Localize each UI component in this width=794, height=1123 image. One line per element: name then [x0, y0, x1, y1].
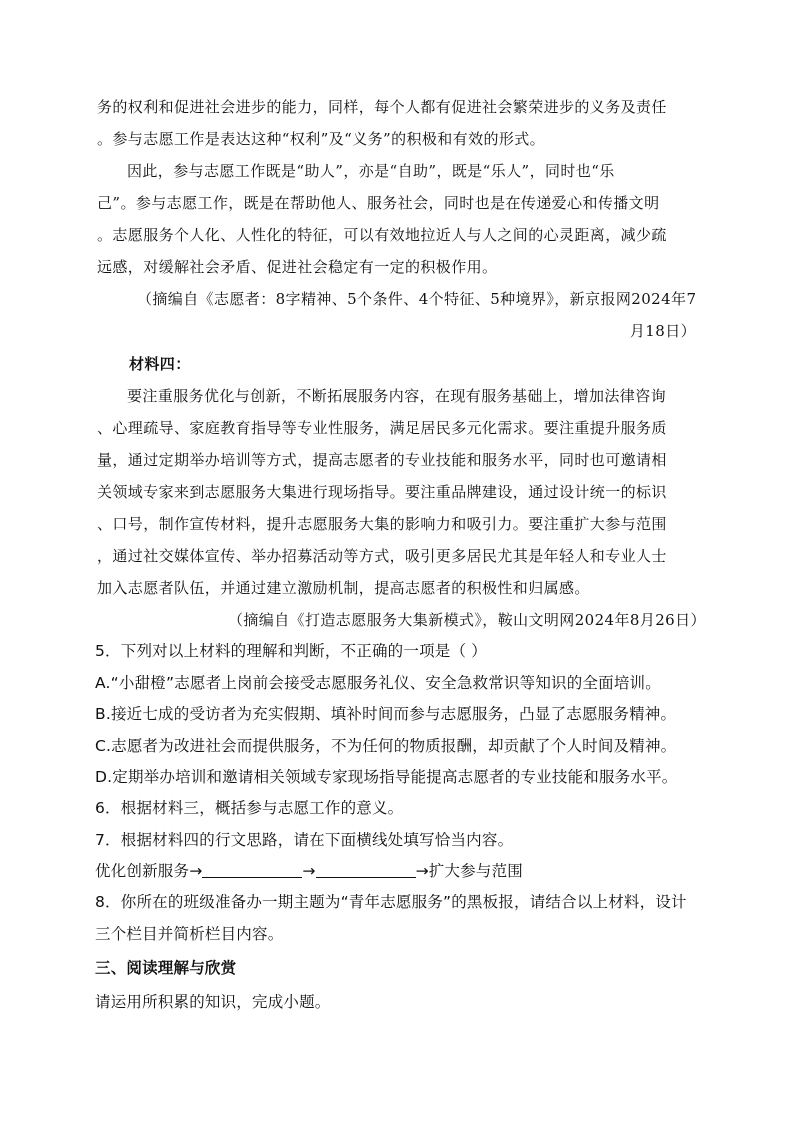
question-8-line-1: 8．你所在的班级准备办一期主题为“青年志愿服务”的黑板报，请结合以上材料，设计 — [95, 893, 687, 911]
flow-end-text: →扩大参与范围 — [415, 862, 523, 880]
material3-line-2: 。参与志愿工作是表达这种“权利”及“义务”的积极和有效的形式。 — [97, 130, 546, 148]
section-3-heading: 三、阅读理解与欣赏 — [95, 959, 237, 977]
material4-line-6: ，通过社交媒体宣传、举办招募活动等方式，吸引更多居民尤其是年轻人和专业人士 — [97, 547, 667, 565]
question-6: 6．根据材料三，概括参与志愿工作的意义。 — [95, 799, 404, 817]
answer-blank-2[interactable] — [316, 863, 416, 878]
question-5: 5．下列对以上材料的理解和判断，不正确的一项是（ ） — [95, 642, 487, 660]
flow-start-text: 优化创新服务→ — [95, 862, 203, 880]
material4-source: （摘编自《打造志愿服务大集新模式》，鞍山文明网2024年8月26日） — [228, 611, 706, 629]
question-7: 7．根据材料四的行文思路，请在下面横线处填写恰当内容。 — [95, 831, 514, 849]
material4-line-5: 、口号，制作宣传材料，提升志愿服务大集的影响力和吸引力。要注重扩大参与范围 — [97, 515, 667, 533]
material4-heading: 材料四： — [129, 355, 191, 373]
material3-source-1: （摘编自《志愿者：8字精神、5个条件、4个特征、5种境界》，新京报网2024年7 — [137, 290, 697, 308]
question-8-line-2: 三个栏目并简析栏目内容。 — [95, 925, 284, 943]
question-5-option-b: B.接近七成的受访者为充实假期、填补时间而参与志愿服务，凸显了志愿服务精神。 — [95, 705, 677, 723]
material4-line-7: 加入志愿者队伍，并通过建立激励机制，提高志愿者的积极性和归属感。 — [97, 579, 590, 597]
question-7-flow — [95, 861, 523, 881]
answer-blank-1[interactable] — [202, 863, 302, 878]
material4-line-2: 、心理疏导、家庭教育指导等专业性服务，满足居民多元化需求。要注重提升服务质 — [97, 419, 667, 437]
material3-line-5: 。志愿服务个人化、人性化的特征，可以有效地拉近人与人之间的心灵距离，减少疏 — [97, 226, 667, 244]
flow-arrow: → — [302, 862, 316, 880]
material3-source-2: 月18日） — [629, 322, 696, 340]
question-5-option-d: D.定期举办培训和邀请相关领域专家现场指导能提高志愿者的专业技能和服务水平。 — [95, 768, 678, 786]
material3-line-6: 远感，对缓解社会矛盾、促进社会稳定有一定的积极作用。 — [97, 258, 498, 276]
question-5-option-a: A.“小甜橙”志愿者上岗前会接受志愿服务礼仪、安全急救常识等知识的全面培训。 — [95, 674, 661, 692]
material3-line-4: 己”。参与志愿工作，既是在帮助他人、服务社会，同时也是在传递爱心和传播文明 — [97, 194, 660, 212]
section-3-instruction: 请运用所积累的知识，完成小题。 — [95, 993, 331, 1011]
material4-line-4: 关领域专家来到志愿服务大集进行现场指导。要注重品牌建设，通过设计统一的标识 — [97, 483, 667, 501]
question-5-option-c: C.志愿者为改进社会而提供服务，不为任何的物质报酬，却贡献了个人时间及精神。 — [95, 737, 677, 755]
material4-line-1: 要注重服务优化与创新，不断拓展服务内容，在现有服务基础上，增加法律咨询 — [127, 387, 667, 405]
material3-line-3: 因此，参与志愿工作既是“助人”，亦是“自助”，既是“乐人”，同时也“乐 — [127, 162, 615, 180]
material3-line-1: 务的权利和促进社会进步的能力，同样，每个人都有促进社会繁荣进步的义务及责任 — [97, 98, 667, 116]
material4-line-3: 量，通过定期举办培训等方式，提高志愿者的专业技能和服务水平，同时也可邀请相 — [97, 451, 667, 469]
